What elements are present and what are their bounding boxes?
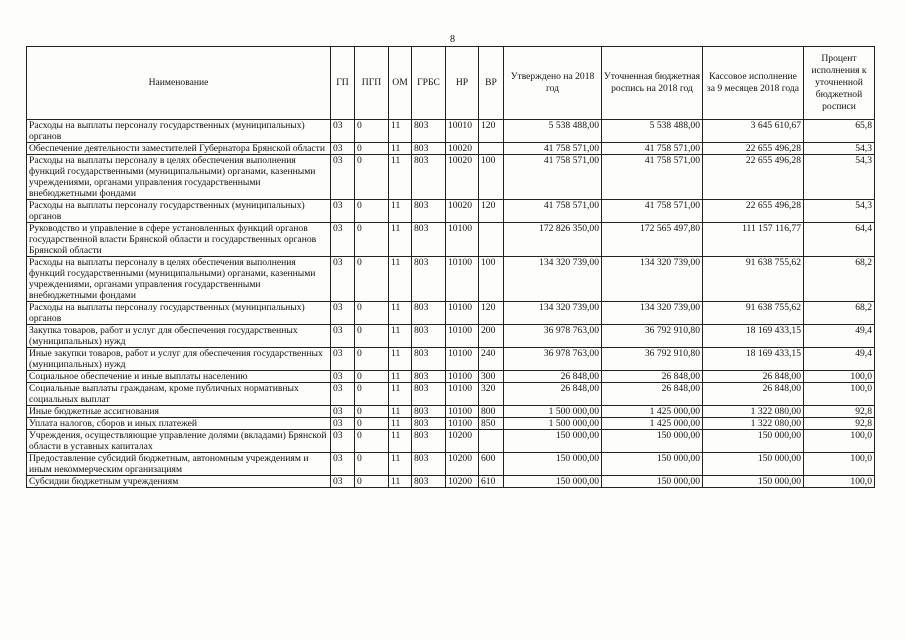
cell-approved: 41 758 571,00 — [504, 200, 602, 223]
cell-percent: 100,0 — [804, 371, 875, 383]
cell-percent: 92,8 — [804, 406, 875, 418]
cell-percent: 54,3 — [804, 200, 875, 223]
col-header-refined: Уточненная бюджетная роспись на 2018 год — [602, 47, 703, 120]
cell-om: 11 — [389, 325, 412, 348]
cell-vr: 610 — [479, 476, 504, 488]
cell-cash: 3 645 610,67 — [703, 120, 804, 143]
cell-grbs: 803 — [412, 418, 446, 430]
cell-nr: 10100 — [446, 348, 479, 371]
cell-pgp: 0 — [355, 223, 389, 257]
cell-vr: 200 — [479, 325, 504, 348]
cell-grbs: 803 — [412, 223, 446, 257]
cell-gp: 03 — [331, 453, 355, 476]
cell-approved: 150 000,00 — [504, 453, 602, 476]
cell-cash: 26 848,00 — [703, 383, 804, 406]
table-row — [27, 418, 875, 430]
cell-refined: 26 848,00 — [602, 383, 703, 406]
cell-om: 11 — [389, 476, 412, 488]
cell-vr — [479, 143, 504, 155]
cell-approved: 1 500 000,00 — [504, 406, 602, 418]
cell-percent: 100,0 — [804, 383, 875, 406]
col-header-approved: Утверждено на 2018 год — [504, 47, 602, 120]
cell-vr: 320 — [479, 383, 504, 406]
table-row — [27, 155, 875, 200]
cell-om: 11 — [389, 430, 412, 453]
cell-percent: 68,2 — [804, 302, 875, 325]
cell-refined: 150 000,00 — [602, 430, 703, 453]
cell-name: Руководство и управление в сфере установленных функций органов государственной власти Брянской области и государственных органов Брянской области — [27, 223, 331, 257]
cell-gp: 03 — [331, 120, 355, 143]
cell-gp: 03 — [331, 200, 355, 223]
cell-grbs: 803 — [412, 200, 446, 223]
cell-approved: 26 848,00 — [504, 371, 602, 383]
table-row — [27, 348, 875, 371]
cell-grbs: 803 — [412, 257, 446, 302]
col-header-om: ОМ — [389, 47, 412, 120]
cell-nr: 10020 — [446, 155, 479, 200]
cell-nr: 10100 — [446, 325, 479, 348]
table-row — [27, 120, 875, 143]
cell-name: Учреждения, осуществляющие управление долями (вкладами) Брянской области в уставных капиталах — [27, 430, 331, 453]
cell-gp: 03 — [331, 406, 355, 418]
cell-om: 11 — [389, 418, 412, 430]
table-row — [27, 430, 875, 453]
cell-percent: 49,4 — [804, 348, 875, 371]
cell-nr: 10020 — [446, 200, 479, 223]
cell-name: Расходы на выплаты персоналу государственных (муниципальных) органов — [27, 200, 331, 223]
cell-vr: 120 — [479, 200, 504, 223]
col-header-gp: ГП — [331, 47, 355, 120]
cell-percent: 64,4 — [804, 223, 875, 257]
cell-gp: 03 — [331, 418, 355, 430]
cell-nr: 10100 — [446, 371, 479, 383]
cell-name: Обеспечение деятельности заместителей Губернатора Брянской области — [27, 143, 331, 155]
cell-approved: 36 978 763,00 — [504, 348, 602, 371]
cell-approved: 26 848,00 — [504, 383, 602, 406]
cell-refined: 41 758 571,00 — [602, 200, 703, 223]
cell-name: Закупка товаров, работ и услуг для обеспечения государственных (муниципальных) нужд — [27, 325, 331, 348]
col-header-name: Наименование — [27, 47, 331, 120]
table-row — [27, 200, 875, 223]
cell-refined: 36 792 910,80 — [602, 348, 703, 371]
cell-cash: 150 000,00 — [703, 476, 804, 488]
cell-cash: 91 638 755,62 — [703, 302, 804, 325]
cell-om: 11 — [389, 257, 412, 302]
cell-om: 11 — [389, 143, 412, 155]
col-header-nr: НР — [446, 47, 479, 120]
cell-vr: 120 — [479, 120, 504, 143]
cell-approved: 1 500 000,00 — [504, 418, 602, 430]
table-row — [27, 476, 875, 488]
cell-name: Расходы на выплаты персоналу государственных (муниципальных) органов — [27, 302, 331, 325]
cell-nr: 10100 — [446, 223, 479, 257]
cell-nr: 10100 — [446, 257, 479, 302]
cell-refined: 36 792 910,80 — [602, 325, 703, 348]
cell-vr: 850 — [479, 418, 504, 430]
cell-nr: 10100 — [446, 418, 479, 430]
table-row — [27, 302, 875, 325]
cell-gp: 03 — [331, 257, 355, 302]
cell-refined: 41 758 571,00 — [602, 155, 703, 200]
cell-refined: 41 758 571,00 — [602, 143, 703, 155]
cell-vr: 600 — [479, 453, 504, 476]
cell-cash: 18 169 433,15 — [703, 348, 804, 371]
cell-vr: 240 — [479, 348, 504, 371]
col-header-vr: ВР — [479, 47, 504, 120]
cell-name: Социальное обеспечение и иные выплаты населению — [27, 371, 331, 383]
cell-approved: 41 758 571,00 — [504, 143, 602, 155]
cell-vr: 300 — [479, 371, 504, 383]
cell-name: Расходы на выплаты персоналу в целях обеспечения выполнения функций государственными (муниципальными) органами, казенными учреждениями, органами управления государственными внебюджетными фондами — [27, 155, 331, 200]
cell-cash: 22 655 496,28 — [703, 143, 804, 155]
cell-pgp: 0 — [355, 325, 389, 348]
table-row — [27, 453, 875, 476]
cell-refined: 134 320 739,00 — [602, 302, 703, 325]
cell-pgp: 0 — [355, 257, 389, 302]
cell-grbs: 803 — [412, 476, 446, 488]
page-number: 8 — [450, 34, 455, 45]
table-row — [27, 383, 875, 406]
cell-approved: 5 538 488,00 — [504, 120, 602, 143]
cell-vr — [479, 223, 504, 257]
cell-grbs: 803 — [412, 302, 446, 325]
cell-om: 11 — [389, 302, 412, 325]
cell-approved: 134 320 739,00 — [504, 257, 602, 302]
cell-gp: 03 — [331, 302, 355, 325]
cell-grbs: 803 — [412, 383, 446, 406]
cell-cash: 22 655 496,28 — [703, 155, 804, 200]
cell-pgp: 0 — [355, 302, 389, 325]
cell-pgp: 0 — [355, 476, 389, 488]
cell-cash: 150 000,00 — [703, 430, 804, 453]
cell-nr: 10200 — [446, 476, 479, 488]
cell-om: 11 — [389, 406, 412, 418]
cell-cash: 111 157 116,77 — [703, 223, 804, 257]
cell-gp: 03 — [331, 371, 355, 383]
col-header-grbs: ГРБС — [412, 47, 446, 120]
cell-percent: 100,0 — [804, 476, 875, 488]
cell-om: 11 — [389, 155, 412, 200]
cell-pgp: 0 — [355, 383, 389, 406]
cell-gp: 03 — [331, 430, 355, 453]
cell-nr: 10200 — [446, 453, 479, 476]
cell-pgp: 0 — [355, 155, 389, 200]
table-row — [27, 325, 875, 348]
cell-grbs: 803 — [412, 348, 446, 371]
cell-approved: 150 000,00 — [504, 430, 602, 453]
header-row — [27, 47, 875, 120]
cell-name: Уплата налогов, сборов и иных платежей — [27, 418, 331, 430]
cell-gp: 03 — [331, 325, 355, 348]
cell-om: 11 — [389, 120, 412, 143]
cell-percent: 92,8 — [804, 418, 875, 430]
cell-approved: 134 320 739,00 — [504, 302, 602, 325]
cell-refined: 26 848,00 — [602, 371, 703, 383]
cell-cash: 1 322 080,00 — [703, 418, 804, 430]
cell-vr: 100 — [479, 155, 504, 200]
cell-grbs: 803 — [412, 143, 446, 155]
cell-cash: 18 169 433,15 — [703, 325, 804, 348]
cell-percent: 100,0 — [804, 453, 875, 476]
cell-cash: 150 000,00 — [703, 453, 804, 476]
cell-pgp: 0 — [355, 348, 389, 371]
cell-refined: 5 538 488,00 — [602, 120, 703, 143]
cell-refined: 1 425 000,00 — [602, 406, 703, 418]
table-row — [27, 257, 875, 302]
cell-name: Иные закупки товаров, работ и услуг для обеспечения государственных (муниципальных) нужд — [27, 348, 331, 371]
cell-percent: 100,0 — [804, 430, 875, 453]
cell-nr: 10010 — [446, 120, 479, 143]
cell-percent: 49,4 — [804, 325, 875, 348]
cell-name: Предоставление субсидий бюджетным, автономным учреждениям и иным некоммерческим организациям — [27, 453, 331, 476]
cell-nr: 10100 — [446, 302, 479, 325]
cell-pgp: 0 — [355, 200, 389, 223]
cell-refined: 150 000,00 — [602, 476, 703, 488]
cell-cash: 1 322 080,00 — [703, 406, 804, 418]
cell-grbs: 803 — [412, 155, 446, 200]
cell-grbs: 803 — [412, 120, 446, 143]
cell-nr: 10100 — [446, 406, 479, 418]
cell-approved: 36 978 763,00 — [504, 325, 602, 348]
cell-vr: 120 — [479, 302, 504, 325]
cell-percent: 68,2 — [804, 257, 875, 302]
cell-approved: 172 826 350,00 — [504, 223, 602, 257]
table-row — [27, 143, 875, 155]
cell-pgp: 0 — [355, 120, 389, 143]
cell-approved: 150 000,00 — [504, 476, 602, 488]
cell-percent: 65,8 — [804, 120, 875, 143]
cell-refined: 134 320 739,00 — [602, 257, 703, 302]
cell-om: 11 — [389, 383, 412, 406]
cell-gp: 03 — [331, 348, 355, 371]
cell-percent: 54,3 — [804, 155, 875, 200]
col-header-cash: Кассовое исполнение за 9 месяцев 2018 года — [703, 47, 804, 120]
cell-vr — [479, 430, 504, 453]
cell-pgp: 0 — [355, 371, 389, 383]
cell-cash: 26 848,00 — [703, 371, 804, 383]
cell-om: 11 — [389, 453, 412, 476]
cell-pgp: 0 — [355, 406, 389, 418]
cell-refined: 150 000,00 — [602, 453, 703, 476]
cell-pgp: 0 — [355, 430, 389, 453]
cell-grbs: 803 — [412, 406, 446, 418]
col-header-percent: Процент исполнения к уточненной бюджетной росписи — [804, 47, 875, 120]
cell-refined: 172 565 497,80 — [602, 223, 703, 257]
budget-table — [26, 46, 875, 488]
cell-refined: 1 425 000,00 — [602, 418, 703, 430]
cell-om: 11 — [389, 200, 412, 223]
cell-gp: 03 — [331, 223, 355, 257]
cell-grbs: 803 — [412, 325, 446, 348]
cell-name: Иные бюджетные ассигнования — [27, 406, 331, 418]
cell-gp: 03 — [331, 143, 355, 155]
cell-om: 11 — [389, 348, 412, 371]
cell-name: Расходы на выплаты персоналу в целях обеспечения выполнения функций государственными (муниципальными) органами, казенными учреждениями, органами управления государственными внебюджетными фондами — [27, 257, 331, 302]
table-body — [27, 120, 875, 488]
cell-om: 11 — [389, 223, 412, 257]
cell-pgp: 0 — [355, 143, 389, 155]
table-row — [27, 223, 875, 257]
cell-pgp: 0 — [355, 418, 389, 430]
table-row — [27, 406, 875, 418]
cell-vr: 800 — [479, 406, 504, 418]
cell-vr: 100 — [479, 257, 504, 302]
cell-grbs: 803 — [412, 453, 446, 476]
table-row — [27, 371, 875, 383]
cell-gp: 03 — [331, 155, 355, 200]
cell-name: Расходы на выплаты персоналу государственных (муниципальных) органов — [27, 120, 331, 143]
cell-grbs: 803 — [412, 430, 446, 453]
cell-nr: 10020 — [446, 143, 479, 155]
cell-name: Социальные выплаты гражданам, кроме публичных нормативных социальных выплат — [27, 383, 331, 406]
cell-cash: 22 655 496,28 — [703, 200, 804, 223]
cell-name: Субсидии бюджетным учреждениям — [27, 476, 331, 488]
cell-om: 11 — [389, 371, 412, 383]
col-header-pgp: ПГП — [355, 47, 389, 120]
cell-approved: 41 758 571,00 — [504, 155, 602, 200]
cell-gp: 03 — [331, 476, 355, 488]
cell-nr: 10100 — [446, 383, 479, 406]
cell-nr: 10200 — [446, 430, 479, 453]
cell-cash: 91 638 755,62 — [703, 257, 804, 302]
cell-gp: 03 — [331, 383, 355, 406]
cell-percent: 54,3 — [804, 143, 875, 155]
cell-grbs: 803 — [412, 371, 446, 383]
cell-pgp: 0 — [355, 453, 389, 476]
